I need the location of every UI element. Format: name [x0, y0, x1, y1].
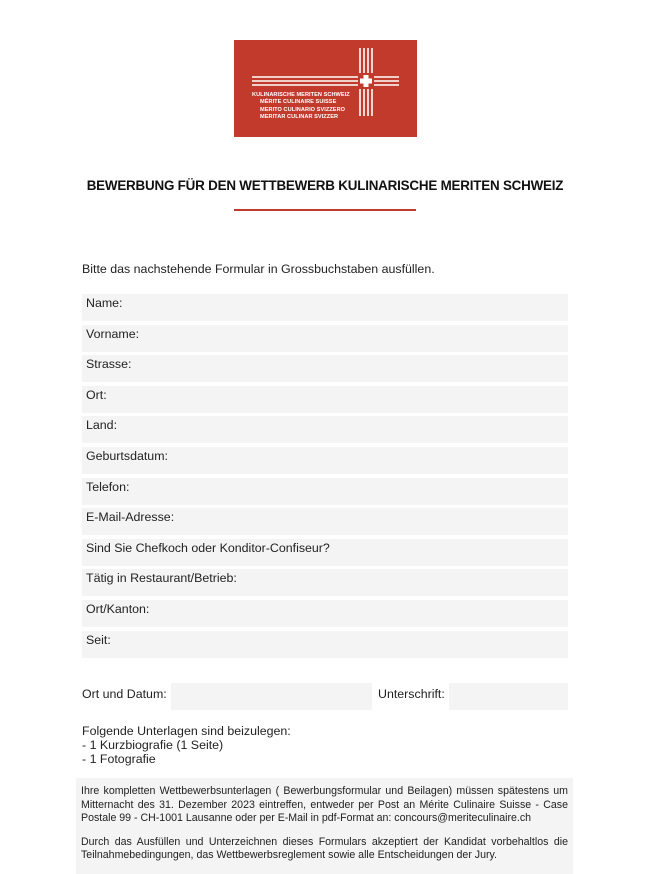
notice-box [76, 778, 573, 874]
logo-line: MERITO CULINARIO SVIZZERO [260, 106, 346, 113]
restaurant-field[interactable]: Tätig in Restaurant/Betrieb: [82, 569, 568, 596]
logo-line: MÉRITE CULINAIRE SUISSE [260, 99, 337, 106]
place-date-input[interactable] [171, 683, 372, 710]
application-form [82, 294, 568, 661]
street-field[interactable]: Strasse: [82, 355, 568, 382]
since-field[interactable]: Seit: [82, 631, 568, 658]
attachments [82, 724, 291, 766]
profession-field[interactable]: Sind Sie Chefkoch oder Konditor-Confiseur? [82, 539, 568, 566]
swiss-cross-stripes-icon [234, 40, 417, 137]
logo [234, 40, 417, 137]
title-divider [234, 209, 416, 211]
attachments-heading: Folgende Unterlagen sind beizulegen: [82, 724, 291, 738]
logo-text [252, 92, 412, 122]
place-date-label: Ort und Datum: [82, 687, 167, 701]
birthdate-field[interactable]: Geburtsdatum: [82, 447, 568, 474]
attachment-item: - 1 Fotografie [82, 752, 156, 766]
first-name-field[interactable]: Vorname: [82, 325, 568, 352]
logo-line: KULINARISCHE MERITEN SCHWEIZ [252, 92, 350, 98]
name-field[interactable]: Name: [82, 294, 568, 321]
city-field[interactable]: Ort: [82, 386, 568, 413]
email-field[interactable]: E-Mail-Adresse: [82, 508, 568, 535]
country-field[interactable]: Land: [82, 416, 568, 443]
attachment-item: - 1 Kurzbiografie (1 Seite) [82, 738, 224, 752]
canton-field[interactable]: Ort/Kanton: [82, 600, 568, 627]
notice-terms: Durch das Ausfüllen und Unterzeichnen dieses Formulars akzeptiert der Kandidat vorbehaltlos die Teilnahmebedingungen, das Wettbewerbsreglement sowie alle Entscheidungen der Jury. [81, 835, 568, 862]
logo-line: MERITAR CULINAR SVIZZER [260, 114, 339, 121]
intro-text: Bitte das nachstehende Formular in Grossbuchstaben ausfüllen. [82, 262, 435, 276]
phone-field[interactable]: Telefon: [82, 478, 568, 505]
signature-row [82, 683, 568, 710]
notice-deadline: Ihre kompletten Wettbewerbsunterlagen ( Bewerbungsformular und Beilagen) müssen spätestens um Mitternacht des 31. Dezember 2023 eintreffen, entweder per Post an Mérite Culinaire Suisse - Case Postale 99 - CH-1001 Lausanne oder per E-Mail in pdf-Format an: concours@meriteculinaire.ch [81, 785, 568, 825]
page-title: BEWERBUNG FÜR DEN WETTBEWERB KULINARISCHE MERITEN SCHWEIZ [86, 178, 564, 193]
signature-label: Unterschrift: [378, 687, 445, 701]
signature-input[interactable] [449, 683, 568, 710]
